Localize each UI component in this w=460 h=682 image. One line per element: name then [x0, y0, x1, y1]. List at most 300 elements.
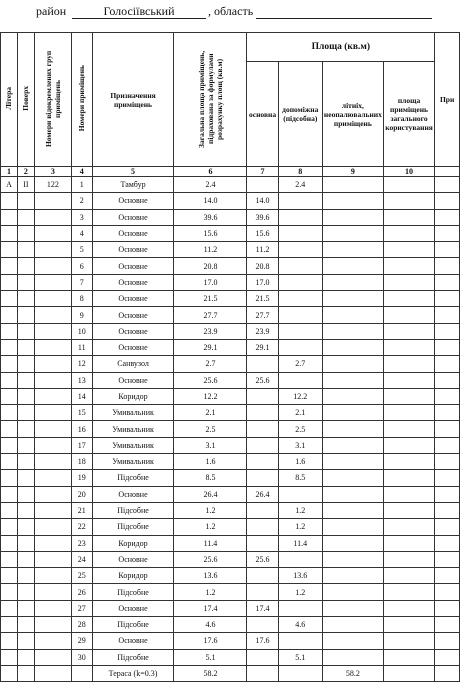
cell-litera — [1, 258, 18, 274]
cell-aux-area: 13.6 — [278, 568, 322, 584]
cell-aux-area: 5.1 — [278, 649, 322, 665]
cell-aux-area — [278, 665, 322, 681]
cell-purpose: Основне — [92, 339, 174, 355]
cell-group — [34, 502, 71, 518]
cell-summer-area — [322, 405, 383, 421]
cell-summer-area — [322, 209, 383, 225]
cell-summer-area — [322, 551, 383, 567]
col-number: 4 — [71, 167, 92, 177]
cell-floor — [17, 323, 34, 339]
table-row — [1, 649, 460, 665]
cell-common-area — [383, 649, 434, 665]
cell-purpose: Умивальник — [92, 437, 174, 453]
cell-room-number: 8 — [71, 291, 92, 307]
cell-group — [34, 339, 71, 355]
document-header — [0, 0, 460, 24]
col-main: основна — [247, 62, 278, 167]
cell-total-area: 11.4 — [174, 535, 247, 551]
cell-common-area — [383, 225, 434, 241]
cell-purpose: Основне — [92, 486, 174, 502]
cell-common-area — [383, 209, 434, 225]
cell-total-area: 12.2 — [174, 388, 247, 404]
cell-room-number: 6 — [71, 258, 92, 274]
cell-floor — [17, 258, 34, 274]
cell-main-area: 29.1 — [247, 339, 278, 355]
cell-summer-area — [322, 617, 383, 633]
cell-floor — [17, 339, 34, 355]
cell-group — [34, 405, 71, 421]
cell-aux-area: 1.2 — [278, 502, 322, 518]
cell-group — [34, 649, 71, 665]
cell-floor — [17, 568, 34, 584]
cell-room-number: 19 — [71, 470, 92, 486]
cell-purpose: Основне — [92, 323, 174, 339]
cell-extra — [435, 486, 460, 502]
cell-common-area — [383, 291, 434, 307]
cell-extra — [435, 502, 460, 518]
table-row — [1, 193, 460, 209]
col-number: 7 — [247, 167, 278, 177]
cell-extra — [435, 421, 460, 437]
cell-extra — [435, 633, 460, 649]
cell-summer-area — [322, 519, 383, 535]
cell-extra — [435, 600, 460, 616]
cell-extra — [435, 307, 460, 323]
cell-extra — [435, 177, 460, 193]
cell-extra — [435, 242, 460, 258]
cell-purpose: Основне — [92, 225, 174, 241]
cell-group — [34, 209, 71, 225]
cell-litera — [1, 617, 18, 633]
cell-summer-area — [322, 454, 383, 470]
cell-common-area — [383, 568, 434, 584]
col-number: 10 — [383, 167, 434, 177]
cell-aux-area: 2.5 — [278, 421, 322, 437]
cell-extra — [435, 470, 460, 486]
cell-aux-area: 11.4 — [278, 535, 322, 551]
cell-main-area — [247, 470, 278, 486]
cell-floor — [17, 372, 34, 388]
cell-room-number: 25 — [71, 568, 92, 584]
cell-common-area — [383, 502, 434, 518]
cell-litera — [1, 225, 18, 241]
cell-group — [34, 193, 71, 209]
cell-aux-area — [278, 225, 322, 241]
table-row — [1, 356, 460, 372]
cell-group — [34, 584, 71, 600]
cell-floor — [17, 307, 34, 323]
cell-main-area: 17.6 — [247, 633, 278, 649]
cell-group — [34, 617, 71, 633]
cell-floor — [17, 242, 34, 258]
table-row — [1, 225, 460, 241]
cell-common-area — [383, 274, 434, 290]
cell-room-number: 18 — [71, 454, 92, 470]
cell-purpose: Умивальник — [92, 454, 174, 470]
table-row — [1, 617, 460, 633]
cell-aux-area — [278, 339, 322, 355]
cell-litera — [1, 323, 18, 339]
cell-aux-area — [278, 274, 322, 290]
cell-purpose: Основне — [92, 372, 174, 388]
cell-litera — [1, 307, 18, 323]
cell-room-number: 1 — [71, 177, 92, 193]
cell-common-area — [383, 388, 434, 404]
cell-purpose: Основне — [92, 291, 174, 307]
cell-aux-area — [278, 291, 322, 307]
table-row — [1, 372, 460, 388]
table-row — [1, 177, 460, 193]
cell-common-area — [383, 519, 434, 535]
cell-litera — [1, 633, 18, 649]
cell-room-number: 13 — [71, 372, 92, 388]
cell-group — [34, 519, 71, 535]
cell-aux-area: 2.4 — [278, 177, 322, 193]
cell-aux-area: 3.1 — [278, 437, 322, 453]
cell-room-number: 7 — [71, 274, 92, 290]
cell-summer-area — [322, 339, 383, 355]
cell-main-area: 14.0 — [247, 193, 278, 209]
cell-main-area — [247, 665, 278, 681]
cell-summer-area — [322, 649, 383, 665]
cell-summer-area — [322, 470, 383, 486]
cell-total-area: 1.2 — [174, 519, 247, 535]
cell-floor — [17, 600, 34, 616]
cell-main-area — [247, 519, 278, 535]
cell-purpose: Основне — [92, 242, 174, 258]
cell-floor — [17, 633, 34, 649]
cell-aux-area — [278, 551, 322, 567]
cell-main-area — [247, 356, 278, 372]
cell-common-area — [383, 437, 434, 453]
cell-room-number: 16 — [71, 421, 92, 437]
col-room-numbers: Номери приміщень — [71, 33, 92, 167]
cell-room-number: 12 — [71, 356, 92, 372]
cell-main-area: 25.6 — [247, 551, 278, 567]
cell-extra — [435, 356, 460, 372]
col-total-area: Загальна площа приміщень, підрахована за формулами розрахунку площ (кв.м) — [174, 33, 247, 167]
cell-summer-area — [322, 437, 383, 453]
cell-main-area: 21.5 — [247, 291, 278, 307]
cell-room-number: 26 — [71, 584, 92, 600]
cell-common-area — [383, 193, 434, 209]
cell-aux-area — [278, 323, 322, 339]
cell-extra — [435, 274, 460, 290]
cell-room-number: 22 — [71, 519, 92, 535]
cell-floor — [17, 437, 34, 453]
table-row — [1, 600, 460, 616]
cell-purpose: Підсобне — [92, 584, 174, 600]
cell-summer-area — [322, 225, 383, 241]
cell-group — [34, 307, 71, 323]
table-row — [1, 519, 460, 535]
cell-extra — [435, 535, 460, 551]
cell-floor — [17, 356, 34, 372]
cell-total-area: 20.8 — [174, 258, 247, 274]
table-row — [1, 209, 460, 225]
cell-litera — [1, 405, 18, 421]
cell-floor — [17, 486, 34, 502]
cell-common-area — [383, 551, 434, 567]
cell-common-area — [383, 405, 434, 421]
table-row — [1, 307, 460, 323]
cell-purpose: Основне — [92, 258, 174, 274]
cell-litera — [1, 600, 18, 616]
cell-floor — [17, 193, 34, 209]
cell-total-area: 23.9 — [174, 323, 247, 339]
table-row — [1, 486, 460, 502]
cell-summer-area — [322, 291, 383, 307]
cell-litera — [1, 535, 18, 551]
cell-total-area: 29.1 — [174, 339, 247, 355]
cell-main-area — [247, 568, 278, 584]
cell-room-number: 17 — [71, 437, 92, 453]
cell-floor — [17, 388, 34, 404]
cell-extra — [435, 193, 460, 209]
cell-aux-area: 12.2 — [278, 388, 322, 404]
cell-total-area: 5.1 — [174, 649, 247, 665]
cell-purpose: Коридор — [92, 568, 174, 584]
col-auxiliary: допоміжна (підсобна) — [278, 62, 322, 167]
table-row — [1, 339, 460, 355]
cell-summer-area — [322, 307, 383, 323]
cell-room-number: 15 — [71, 405, 92, 421]
cell-purpose: Підсобне — [92, 649, 174, 665]
raion-value: Голосіївський — [103, 4, 175, 18]
cell-total-area: 2.5 — [174, 421, 247, 437]
cell-group — [34, 356, 71, 372]
cell-extra — [435, 649, 460, 665]
cell-litera — [1, 437, 18, 453]
cell-total-area: 2.7 — [174, 356, 247, 372]
cell-floor — [17, 535, 34, 551]
cell-purpose: Основне — [92, 274, 174, 290]
area-group-header: Площа (кв.м) — [247, 33, 435, 62]
cell-aux-area — [278, 242, 322, 258]
cell-group — [34, 437, 71, 453]
cell-group — [34, 568, 71, 584]
cell-purpose: Основне — [92, 307, 174, 323]
cell-aux-area: 4.6 — [278, 617, 322, 633]
cell-summer-area — [322, 584, 383, 600]
cell-group — [34, 225, 71, 241]
cell-group — [34, 323, 71, 339]
cell-total-area: 58.2 — [174, 665, 247, 681]
cell-main-area: 17.4 — [247, 600, 278, 616]
table-row — [1, 242, 460, 258]
cell-floor — [17, 551, 34, 567]
cell-purpose: Коридор — [92, 535, 174, 551]
cell-floor — [17, 454, 34, 470]
cell-floor — [17, 421, 34, 437]
oblast-underline — [256, 18, 432, 19]
cell-extra — [435, 388, 460, 404]
table-row — [1, 274, 460, 290]
col-extra: При — [435, 33, 460, 167]
cell-purpose: Основне — [92, 633, 174, 649]
cell-extra — [435, 437, 460, 453]
cell-purpose: Підсобне — [92, 519, 174, 535]
cell-room-number — [71, 665, 92, 681]
cell-litera — [1, 209, 18, 225]
cell-total-area: 26.4 — [174, 486, 247, 502]
cell-common-area — [383, 177, 434, 193]
col-group-numbers: Номери відокремлених груп приміщень — [34, 33, 71, 167]
col-summer: літніх, неопалювальних приміщень — [322, 62, 383, 167]
cell-summer-area — [322, 600, 383, 616]
cell-common-area — [383, 242, 434, 258]
table-row — [1, 633, 460, 649]
cell-litera — [1, 372, 18, 388]
col-number: 3 — [34, 167, 71, 177]
cell-common-area — [383, 486, 434, 502]
cell-common-area — [383, 665, 434, 681]
cell-total-area: 17.0 — [174, 274, 247, 290]
col-number — [435, 167, 460, 177]
cell-group: 122 — [34, 177, 71, 193]
cell-purpose: Основне — [92, 600, 174, 616]
cell-summer-area — [322, 274, 383, 290]
table-row — [1, 502, 460, 518]
cell-floor — [17, 649, 34, 665]
cell-group — [34, 470, 71, 486]
col-litera: Літера — [1, 33, 18, 167]
col-number: 8 — [278, 167, 322, 177]
cell-aux-area: 2.7 — [278, 356, 322, 372]
cell-common-area — [383, 258, 434, 274]
cell-extra — [435, 568, 460, 584]
cell-total-area: 25.6 — [174, 372, 247, 388]
cell-room-number: 23 — [71, 535, 92, 551]
cell-group — [34, 600, 71, 616]
cell-common-area — [383, 372, 434, 388]
cell-litera — [1, 649, 18, 665]
cell-common-area — [383, 584, 434, 600]
cell-litera — [1, 274, 18, 290]
cell-floor — [17, 225, 34, 241]
cell-floor — [17, 502, 34, 518]
cell-room-number: 29 — [71, 633, 92, 649]
cell-total-area: 27.7 — [174, 307, 247, 323]
cell-purpose: Коридор — [92, 388, 174, 404]
cell-aux-area — [278, 486, 322, 502]
cell-group — [34, 258, 71, 274]
cell-summer-area — [322, 177, 383, 193]
cell-room-number: 2 — [71, 193, 92, 209]
cell-floor — [17, 291, 34, 307]
cell-common-area — [383, 356, 434, 372]
cell-main-area — [247, 502, 278, 518]
cell-purpose: Підсобне — [92, 617, 174, 633]
cell-main-area — [247, 617, 278, 633]
cell-summer-area — [322, 568, 383, 584]
table-body — [1, 177, 460, 682]
cell-purpose: Умивальник — [92, 421, 174, 437]
cell-extra — [435, 323, 460, 339]
cell-total-area: 39.6 — [174, 209, 247, 225]
cell-room-number: 5 — [71, 242, 92, 258]
cell-aux-area — [278, 633, 322, 649]
cell-litera — [1, 291, 18, 307]
cell-extra — [435, 405, 460, 421]
cell-room-number: 3 — [71, 209, 92, 225]
cell-purpose: Основне — [92, 551, 174, 567]
room-area-table — [0, 32, 460, 682]
cell-room-number: 30 — [71, 649, 92, 665]
cell-main-area: 15.6 — [247, 225, 278, 241]
cell-aux-area — [278, 600, 322, 616]
cell-extra — [435, 225, 460, 241]
cell-group — [34, 454, 71, 470]
cell-aux-area: 2.1 — [278, 405, 322, 421]
cell-extra — [435, 519, 460, 535]
cell-purpose: Основне — [92, 209, 174, 225]
cell-litera — [1, 339, 18, 355]
cell-common-area — [383, 323, 434, 339]
oblast-label: , область — [208, 4, 254, 18]
cell-litera — [1, 356, 18, 372]
cell-extra — [435, 291, 460, 307]
cell-room-number: 10 — [71, 323, 92, 339]
cell-common-area — [383, 617, 434, 633]
cell-floor — [17, 274, 34, 290]
cell-litera — [1, 584, 18, 600]
cell-floor — [17, 405, 34, 421]
cell-litera — [1, 519, 18, 535]
col-common: площа приміщень загального користування — [383, 62, 434, 167]
cell-total-area: 14.0 — [174, 193, 247, 209]
cell-litera — [1, 551, 18, 567]
cell-purpose: Тамбур — [92, 177, 174, 193]
cell-floor — [17, 665, 34, 681]
cell-main-area: 27.7 — [247, 307, 278, 323]
cell-total-area: 1.2 — [174, 584, 247, 600]
cell-main-area — [247, 535, 278, 551]
table-row — [1, 665, 460, 681]
cell-group — [34, 242, 71, 258]
cell-main-area — [247, 388, 278, 404]
cell-room-number: 14 — [71, 388, 92, 404]
cell-floor — [17, 209, 34, 225]
column-number-row — [1, 167, 460, 177]
cell-summer-area — [322, 388, 383, 404]
cell-summer-area — [322, 323, 383, 339]
cell-total-area: 3.1 — [174, 437, 247, 453]
col-number: 9 — [322, 167, 383, 177]
cell-purpose: Умивальник — [92, 405, 174, 421]
cell-room-number: 4 — [71, 225, 92, 241]
cell-main-area — [247, 437, 278, 453]
table-row — [1, 323, 460, 339]
cell-summer-area — [322, 242, 383, 258]
cell-total-area: 15.6 — [174, 225, 247, 241]
cell-main-area — [247, 649, 278, 665]
cell-litera — [1, 486, 18, 502]
cell-main-area: 20.8 — [247, 258, 278, 274]
cell-purpose: Тераса (k=0.3) — [92, 665, 174, 681]
cell-floor — [17, 617, 34, 633]
cell-litera — [1, 568, 18, 584]
cell-litera — [1, 470, 18, 486]
cell-summer-area: 58.2 — [322, 665, 383, 681]
cell-extra — [435, 258, 460, 274]
cell-group — [34, 291, 71, 307]
table-row — [1, 584, 460, 600]
cell-common-area — [383, 600, 434, 616]
cell-litera — [1, 421, 18, 437]
cell-room-number: 21 — [71, 502, 92, 518]
cell-total-area: 4.6 — [174, 617, 247, 633]
